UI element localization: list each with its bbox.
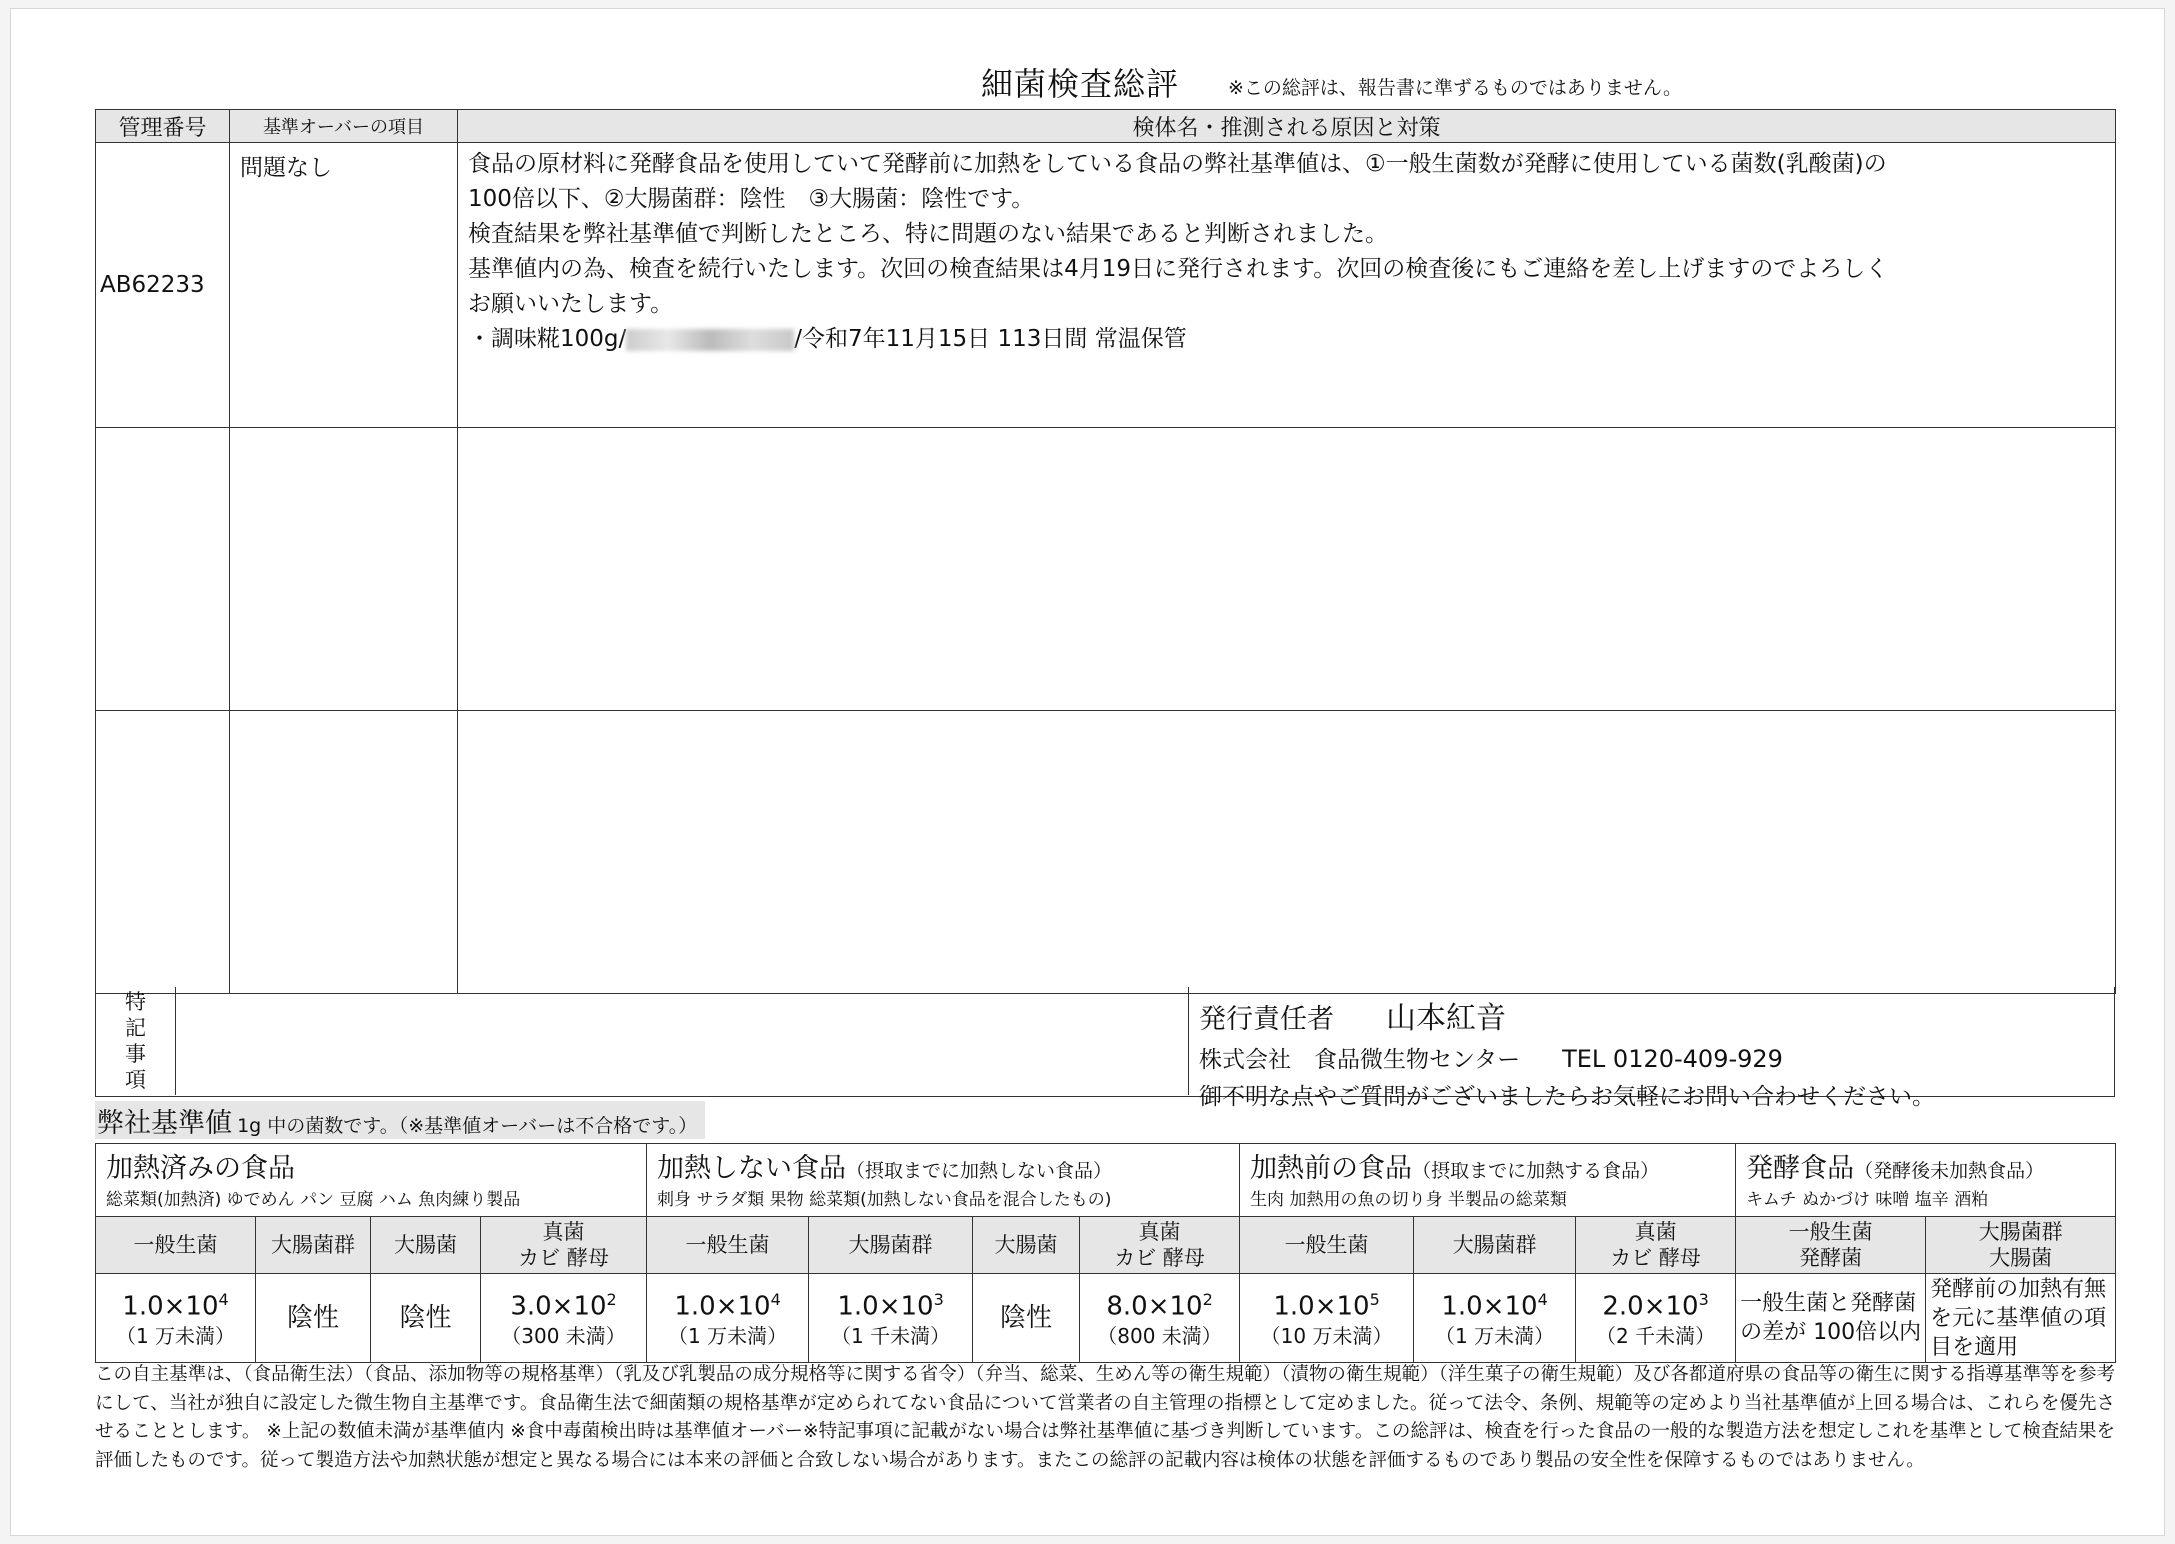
review-text: [458, 143, 2116, 428]
category-cell: [647, 1144, 1240, 1217]
category-examples: 生肉 加熱用の魚の切り身 半製品の総菜類: [1250, 1190, 1567, 1210]
header-id: 管理番号: [96, 110, 230, 143]
value-mantissa: 8.0×10: [1106, 1291, 1203, 1322]
value-limit-note: （1 万未満）: [668, 1324, 788, 1349]
value-limit-note: （10 万未満）: [1260, 1324, 1393, 1349]
standard-column-header: [1414, 1217, 1576, 1274]
issuer-label: 発行責任者: [1199, 1004, 1334, 1035]
value-exponent: 4: [770, 1289, 781, 1309]
value-mantissa: 2.0×10: [1602, 1291, 1699, 1322]
standard-value: [1414, 1274, 1576, 1363]
standards-value-row: [96, 1274, 2116, 1363]
review-line: 100倍以下、②大腸菌群：陰性 ③大腸菌：陰性です。: [468, 186, 1035, 212]
category-row: [96, 1144, 2116, 1217]
value-number: [1080, 1285, 1239, 1322]
over-items: 問題なし: [230, 143, 458, 428]
standard-value: [1926, 1274, 2116, 1363]
value-mantissa: 1.0×10: [837, 1291, 934, 1322]
review-line: 食品の原材料に発酵食品を使用していて発酵前に加熱をしている食品の弊社基準値は、①一般生菌数が発酵に使用している菌数(乳酸菌)の: [468, 151, 1887, 177]
value-limit-note: （1 千未満）: [831, 1324, 951, 1349]
standard-column-header: [1576, 1217, 1736, 1274]
sample-item-line: [468, 322, 2105, 357]
special-notes-label: [96, 987, 176, 1095]
header-sample-cause: 検体名・推測される原因と対策: [458, 110, 2116, 143]
column-header-line: 大腸菌群: [271, 1233, 355, 1257]
standard-value: [96, 1274, 256, 1363]
category-sub: （発酵後未加熱食品）: [1854, 1160, 2045, 1182]
standard-value: [1080, 1274, 1240, 1363]
value-number: [481, 1285, 646, 1322]
value-exponent: 4: [1537, 1289, 1548, 1309]
value-mantissa: 3.0×10: [510, 1291, 607, 1322]
category-examples: 総菜類(加熱済) ゆでめん パン 豆腐 ハム 魚肉練り製品: [106, 1190, 521, 1210]
empty-cell: [458, 428, 2116, 711]
header-over-items: 基準オーバーの項目: [230, 110, 458, 143]
standard-value: [256, 1274, 371, 1363]
table-row: [96, 143, 2116, 428]
value-mantissa: 1.0×10: [1273, 1291, 1370, 1322]
value-text: 陰性: [286, 1303, 339, 1333]
review-line: 検査結果を弊社基準値で判断したところ、特に問題のない結果であると判断されました。: [468, 221, 1388, 247]
category-name: 加熱済みの食品: [106, 1153, 295, 1184]
column-header-line: 真菌: [542, 1220, 585, 1244]
review-table: [95, 109, 2116, 994]
empty-cell: [96, 711, 230, 994]
standard-value: [1736, 1274, 1926, 1363]
column-header-line: 大腸菌: [1989, 1246, 2053, 1270]
standard-column-header: [647, 1217, 809, 1274]
value-number: [1414, 1285, 1575, 1322]
category-sub: （摂取までに加熱する食品）: [1412, 1160, 1660, 1182]
empty-cell: [230, 428, 458, 711]
table-row: [96, 428, 2116, 711]
value-mantissa: 1.0×10: [674, 1291, 771, 1322]
column-header-line: 一般生菌: [685, 1233, 770, 1257]
value-limit-note: （300 未満）: [501, 1324, 626, 1349]
page-title: 細菌検査総評: [981, 65, 1180, 103]
standard-column-header: [809, 1217, 973, 1274]
standard-column-header: [973, 1217, 1080, 1274]
value-exponent: 2: [1202, 1289, 1213, 1309]
category-name: 加熱前の食品: [1250, 1153, 1413, 1184]
standards-note: 1g 中の菌数です。（※基準値オーバーは不合格です。）: [237, 1115, 698, 1137]
value-number: [96, 1285, 255, 1322]
value-text: 一般生菌と発酵菌の差が 100倍以内: [1740, 1291, 1922, 1345]
company-name: 株式会社 食品微生物センター: [1199, 1047, 1521, 1073]
sample-item-suffix: /令和7年11月15日 113日間 常温保管: [794, 326, 1187, 352]
column-header-line: カビ 酵母: [1114, 1246, 1205, 1270]
standard-value: [973, 1274, 1080, 1363]
control-number: AB62233: [96, 143, 230, 428]
standard-column-header: [1080, 1217, 1240, 1274]
category-cell: [1240, 1144, 1736, 1217]
column-header-line: 一般生菌: [1284, 1233, 1369, 1257]
value-text: 発酵前の加熱有無を元に基準値の項目を適用: [1930, 1276, 2107, 1360]
standard-value: [647, 1274, 809, 1363]
empty-cell: [458, 711, 2116, 994]
column-header-line: 一般生菌: [133, 1233, 218, 1257]
footnote: この自主基準は、（食品衛生法）（食品、添加物等の規格基準）（乳及び乳製品の成分規格等に関する省令）（弁当、総菜、生めん等の衛生規範）（漬物の衛生規範）（洋生菓子の衛生規範）及び各都道府県の食品等の衛生に関する指導基準等を参考にして、当社が独自に設定した微生物自主基準です。食品衛生法で細菌類の規格基準が定められてない食品について営業者の自主管理の指標として定めました。従って法令、条例、規範等の定めより当社基準値が上回る場合は、これらを優先させることとします。 ※上記の数値未満が基準値内 ※食中毒菌検出時は基準値オーバー※特記事項に記載がない場合は弊社基準値に基づき判断しています。この総評は、検査を行った食品の一般的な製造方法を想定しこれを基準として検査結果を評価したものです。従って製造方法や加熱状態が想定と異なる場合には本来の評価と合致しない場合があります。またこの総評の記載内容は検体の状態を評価するものであり製品の安全性を保障するものではありません。: [95, 1364, 2115, 1471]
standard-column-header: [1736, 1217, 1926, 1274]
report-page: [10, 8, 2165, 1536]
column-header-line: 一般生菌: [1788, 1220, 1873, 1244]
standard-column-header: [256, 1217, 371, 1274]
special-notes-label-text: 特記事項: [125, 990, 146, 1092]
standards-table: [95, 1143, 2116, 1363]
special-notes-box: [95, 987, 2115, 1110]
value-limit-note: （2 千未満）: [1596, 1324, 1716, 1349]
value-exponent: 5: [1369, 1289, 1380, 1309]
phone-number: TEL 0120-409-929: [1562, 1045, 1783, 1073]
value-exponent: 4: [218, 1289, 229, 1309]
category-name: 加熱しない食品: [657, 1153, 847, 1184]
category-cell: [1736, 1144, 2116, 1217]
value-number: [647, 1285, 808, 1322]
standard-column-header: [1240, 1217, 1414, 1274]
standards-heading: [95, 1101, 705, 1139]
value-limit-note: （800 未満）: [1097, 1324, 1222, 1349]
value-mantissa: 1.0×10: [1441, 1291, 1538, 1322]
issuer-block: [1188, 987, 2114, 1110]
column-header-line: カビ 酵母: [518, 1246, 609, 1270]
column-header-line: 大腸菌群: [1978, 1220, 2063, 1244]
company-line: [1199, 1041, 2104, 1074]
standard-value: [1240, 1274, 1414, 1363]
category-examples: 刺身 サラダ類 果物 総菜類(加熱しない食品を混合したもの): [657, 1190, 1112, 1210]
column-header-line: 真菌: [1138, 1220, 1181, 1244]
value-text: 陰性: [1000, 1303, 1053, 1333]
category-examples: キムチ ぬかづけ 味噌 塩辛 酒粕: [1746, 1190, 1989, 1210]
empty-cell: [96, 428, 230, 711]
column-header-line: 発酵菌: [1799, 1246, 1863, 1270]
value-limit-note: （1 万未満）: [1435, 1324, 1555, 1349]
standard-column-header: [1926, 1217, 2116, 1274]
column-header-line: 大腸菌: [394, 1233, 457, 1257]
column-header-line: 真菌: [1634, 1220, 1677, 1244]
redacted-text: [626, 329, 794, 351]
category-cell: [96, 1144, 647, 1217]
value-number: [809, 1285, 972, 1322]
value-text: 陰性: [399, 1303, 452, 1333]
value-exponent: 3: [1698, 1289, 1709, 1309]
contact-note: 御不明な点やご質問がございましたらお気軽にお問い合わせください。: [1199, 1084, 1935, 1110]
issuer-name: 山本紅音: [1386, 1001, 1506, 1036]
review-line: 基準値内の為、検査を続行いたします。次回の検査結果は4月19日に発行されます。次回の検査後にもご連絡を差し上げますのでよろしく: [468, 256, 1889, 282]
table-row: [96, 711, 2116, 994]
standards-title: 弊社基準値: [97, 1108, 232, 1139]
standard-value: [809, 1274, 973, 1363]
value-limit-note: （1 万未満）: [115, 1324, 236, 1349]
title-note: ※この総評は、報告書に準ずるものではありません。: [1228, 77, 1683, 99]
value-number: [1576, 1285, 1735, 1322]
review-line: お願いいたします。: [468, 291, 674, 317]
column-header-line: 大腸菌: [994, 1233, 1058, 1257]
value-exponent: 3: [933, 1289, 944, 1309]
value-exponent: 2: [606, 1289, 617, 1309]
issuer-line: [1199, 993, 2104, 1037]
empty-cell: [230, 711, 458, 994]
column-header-line: 大腸菌群: [1452, 1233, 1537, 1257]
column-header-line: 大腸菌群: [848, 1233, 933, 1257]
standard-column-header: [371, 1217, 481, 1274]
value-number: [1240, 1285, 1413, 1322]
category-name: 発酵食品: [1746, 1153, 1855, 1184]
category-sub: （摂取までに加熱しない食品）: [846, 1160, 1113, 1182]
sample-item-prefix: ・調味糀100g/: [468, 326, 627, 352]
standards-header-row: [96, 1217, 2116, 1274]
standard-value: [371, 1274, 481, 1363]
value-mantissa: 1.0×10: [122, 1291, 219, 1322]
standard-column-header: [481, 1217, 647, 1274]
standard-value: [481, 1274, 647, 1363]
standard-column-header: [96, 1217, 256, 1274]
standard-value: [1576, 1274, 1736, 1363]
column-header-line: カビ 酵母: [1610, 1246, 1701, 1270]
